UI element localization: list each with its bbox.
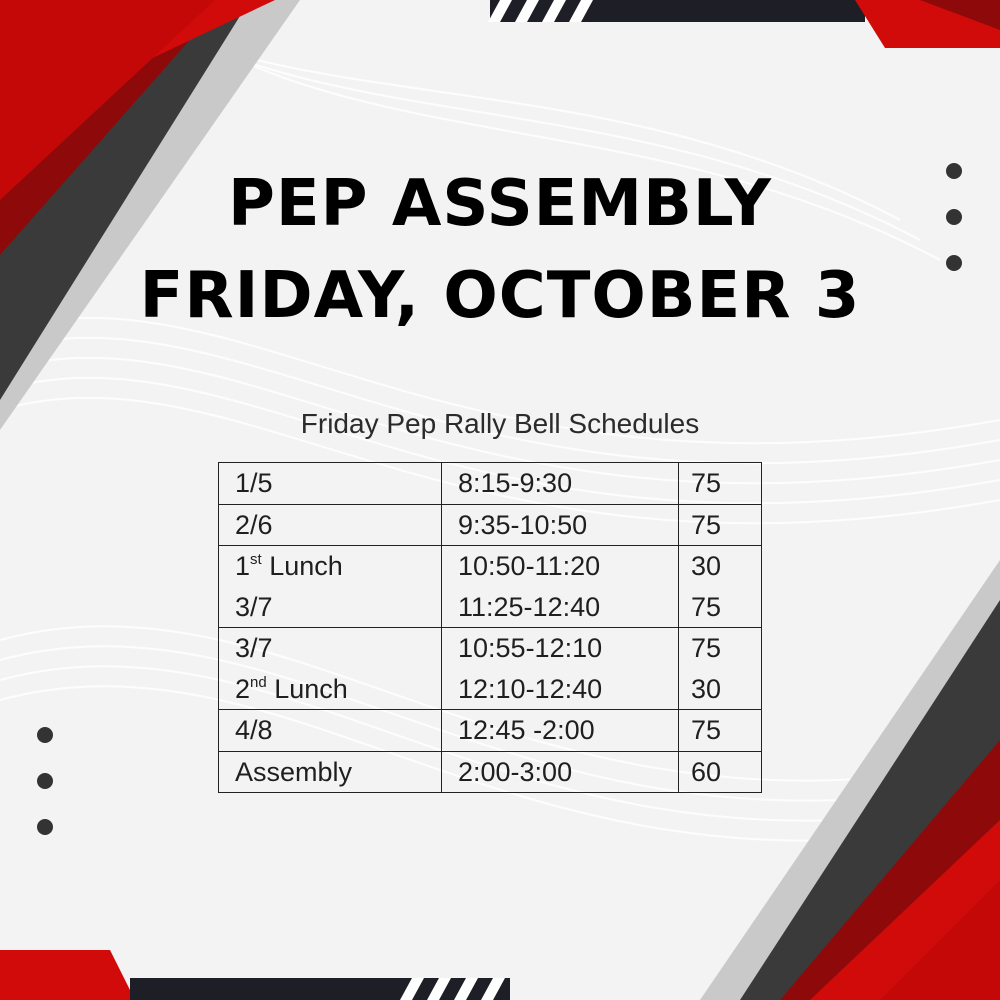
period-cell	[219, 710, 442, 752]
period-cell-text: 2nd Lunch	[235, 673, 348, 704]
time-cell	[442, 710, 679, 752]
table-row	[219, 546, 762, 628]
minutes-cell-text: 75	[691, 468, 722, 498]
time-cell	[442, 546, 679, 628]
time-cell-text: 2:00-3:00	[458, 756, 573, 787]
table-row	[219, 504, 762, 546]
table-row	[219, 751, 762, 793]
period-cell-text: Assembly	[235, 756, 353, 787]
minutes-cell	[679, 546, 762, 628]
time-cell	[442, 628, 679, 710]
title-line-1: PEP ASSEMBLY	[228, 167, 772, 241]
title-line-2: FRIDAY, OCTOBER 3	[139, 259, 861, 333]
time-cell-text: 9:35-10:50	[458, 509, 588, 540]
time-cell-text: 10:55-12:10	[458, 633, 603, 663]
minutes-cell-text: 75	[691, 633, 722, 663]
period-cell-text: 2/6	[235, 509, 273, 540]
minutes-cell-text: 30	[691, 673, 722, 704]
minutes-cell	[679, 751, 762, 793]
dots-bottom-left	[37, 727, 53, 835]
period-cell-text: 3/7	[235, 591, 273, 622]
period-cell-text: 1st Lunch	[235, 551, 343, 581]
bottom-left-dark-bar	[130, 978, 510, 1000]
period-cell-text: 4/8	[235, 715, 273, 745]
period-cell	[219, 751, 442, 793]
table-row	[219, 628, 762, 710]
minutes-cell-text: 60	[691, 756, 722, 787]
bell-schedule-table	[218, 462, 762, 793]
time-cell	[442, 751, 679, 793]
period-cell-text: 3/7	[235, 633, 273, 663]
period-cell-text: 1/5	[235, 468, 273, 498]
period-cell	[219, 546, 442, 628]
table-row	[219, 463, 762, 505]
minutes-cell	[679, 628, 762, 710]
time-cell-text: 8:15-9:30	[458, 468, 573, 498]
minutes-cell-text: 75	[691, 591, 722, 622]
period-cell	[219, 504, 442, 546]
table-row	[219, 710, 762, 752]
period-cell	[219, 463, 442, 505]
minutes-cell	[679, 710, 762, 752]
bottom-left-red-band	[0, 950, 135, 1000]
time-cell	[442, 463, 679, 505]
time-cell-text: 12:45 -2:00	[458, 715, 595, 745]
time-cell-text: 11:25-12:40	[458, 591, 601, 622]
period-cell	[219, 628, 442, 710]
time-cell-text: 12:10-12:40	[458, 673, 603, 704]
minutes-cell	[679, 504, 762, 546]
minutes-cell-text: 75	[691, 715, 722, 745]
minutes-cell-text: 75	[691, 509, 722, 540]
minutes-cell-text: 30	[691, 551, 722, 581]
minutes-cell	[679, 463, 762, 505]
time-cell-text: 10:50-11:20	[458, 551, 601, 581]
schedule-heading: Friday Pep Rally Bell Schedules	[300, 408, 700, 439]
time-cell	[442, 504, 679, 546]
